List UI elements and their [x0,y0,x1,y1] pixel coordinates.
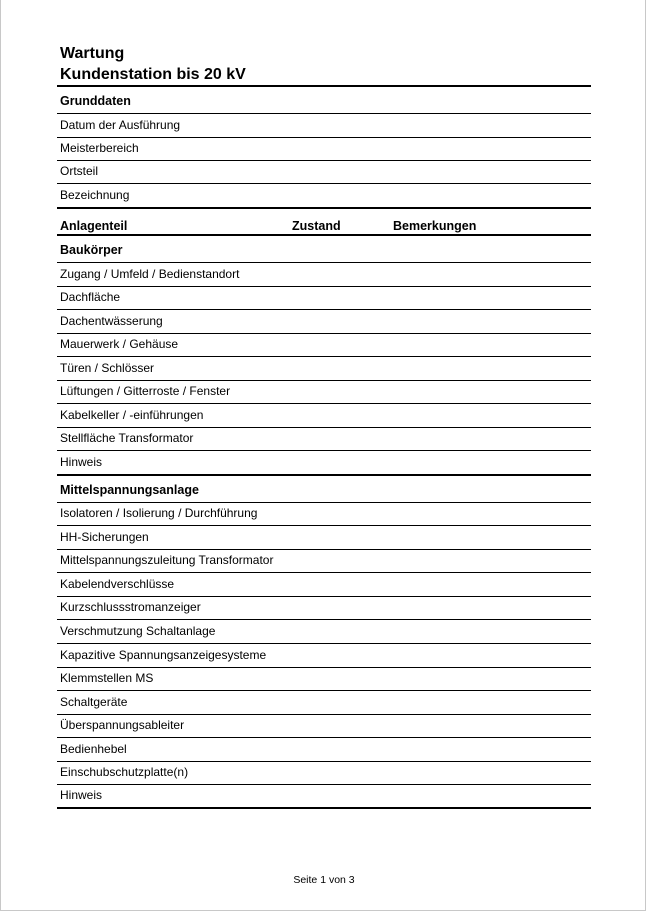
table-row: Mittelspannungszuleitung Transformator [57,550,591,573]
table-row: Zugang / Umfeld / Bedienstandort [57,263,591,287]
divider [57,207,591,209]
title-line-1: Wartung [60,45,125,62]
table-row: Hinweis [60,455,103,469]
field-row: Ortsteil [57,161,591,184]
table-row: Isolatoren / Isolierung / Durchführung [57,503,591,526]
table-row: Kabelendverschlüsse [57,573,591,597]
table-row: Einschubschutzplatte(n) [57,762,591,785]
table-row: Hinweis [60,788,103,802]
table-row: Türen / Schlösser [57,357,591,381]
table-row: Lüftungen / Gitterroste / Fenster [57,381,591,404]
page-footer: Seite 1 von 3 [293,874,355,886]
section-heading-baukoerper: Baukörper [57,236,591,263]
field-row: Datum der Ausführung [57,114,591,138]
column-header-anlagenteil: Anlagenteil [60,219,128,233]
page-title [60,43,246,85]
section-heading-mittelspannungsanlage: Mittelspannungsanlage [57,476,591,503]
field-row: Meisterbereich [57,138,591,161]
divider [57,807,591,809]
table-row: Überspannungsableiter [57,715,591,738]
table-row: Dachfläche [57,287,591,310]
table-row: HH-Sicherungen [57,526,591,550]
table-row: Kapazitive Spannungsanzeigesysteme [57,644,591,668]
table-row: Bedienhebel [57,738,591,762]
title-line-2: Kundenstation bis 20 kV [60,66,246,83]
table-row: Klemmstellen MS [57,668,591,691]
table-row: Verschmutzung Schaltanlage [57,620,591,644]
table-row: Kurzschlussstromanzeiger [57,597,591,620]
table-row: Mauerwerk / Gehäuse [57,334,591,357]
table-row: Dachentwässerung [57,310,591,334]
column-header-bemerkungen: Bemerkungen [393,219,477,233]
table-row: Stellfläche Transformator [57,428,591,451]
section-heading-grunddaten: Grunddaten [57,87,591,114]
table-row: Kabelkeller / -einführungen [57,404,591,428]
column-header-zustand: Zustand [292,219,341,233]
field-row: Bezeichnung [60,188,130,202]
table-row: Schaltgeräte [57,691,591,715]
